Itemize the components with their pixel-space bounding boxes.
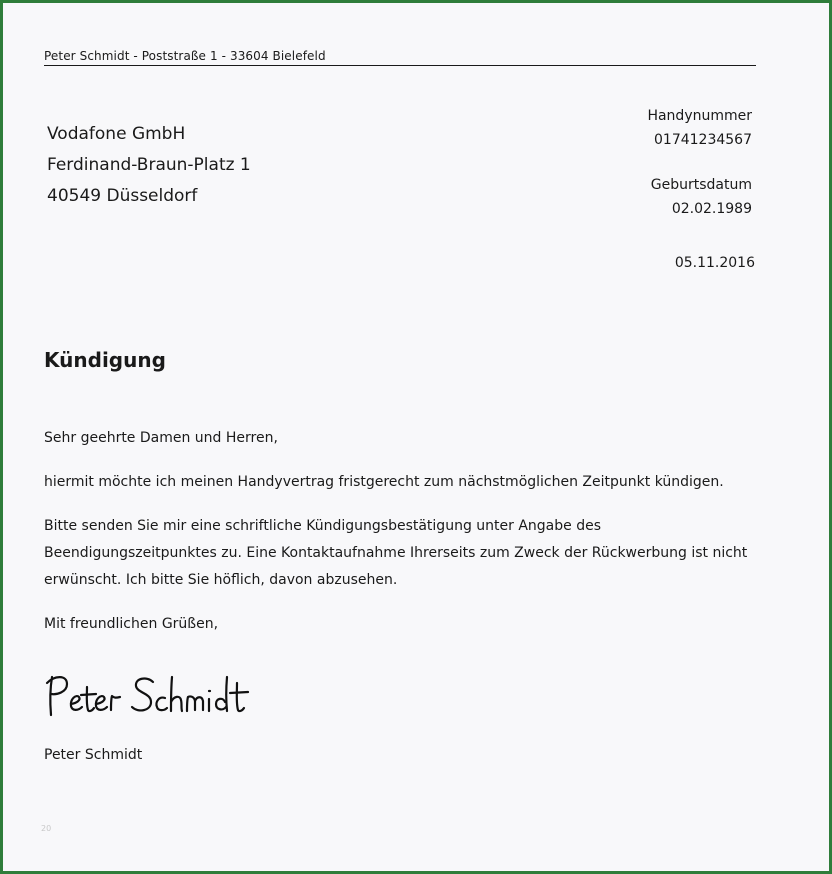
recipient-street: Ferdinand-Braun-Platz 1 bbox=[47, 155, 251, 175]
paragraph-confirmation-line-3: erwünscht. Ich bitte Sie höflich, davon abzusehen. bbox=[44, 572, 398, 588]
birthdate-label: Geburtsdatum bbox=[650, 177, 752, 193]
handwritten-signature bbox=[41, 671, 261, 721]
letter-subject: Kündigung bbox=[44, 348, 166, 372]
sender-return-address: Peter Schmidt - Poststraße 1 - 33604 Bielefeld bbox=[44, 48, 756, 66]
paragraph-confirmation-line-2: Beendigungszeitpunktes zu. Eine Kontaktaufnahme Ihrerseits zum Zweck der Rückwerbung ist nicht bbox=[44, 545, 748, 561]
recipient-address bbox=[47, 119, 251, 212]
page-number: 20 bbox=[41, 824, 52, 833]
letter-body bbox=[44, 425, 764, 655]
letter-date: 05.11.2016 bbox=[674, 255, 755, 271]
salutation: Sehr geehrte Damen und Herren, bbox=[44, 430, 278, 446]
recipient-company: Vodafone GmbH bbox=[47, 124, 186, 144]
paragraph-termination: hiermit möchte ich meinen Handyvertrag fristgerecht zum nächstmöglichen Zeitpunkt kündigen. bbox=[44, 474, 724, 490]
recipient-city: 40549 Düsseldorf bbox=[47, 186, 198, 206]
phone-label: Handynummer bbox=[647, 108, 752, 124]
phone-value: 01741234567 bbox=[654, 132, 752, 148]
info-block bbox=[647, 104, 752, 242]
paragraph-confirmation bbox=[44, 513, 764, 594]
signer-name: Peter Schmidt bbox=[44, 747, 143, 763]
paragraph-confirmation-line-1: Bitte senden Sie mir eine schriftliche Kündigungsbestätigung unter Angabe des bbox=[44, 518, 601, 534]
closing: Mit freundlichen Grüßen, bbox=[44, 616, 219, 632]
birthdate-value: 02.02.1989 bbox=[671, 201, 752, 217]
